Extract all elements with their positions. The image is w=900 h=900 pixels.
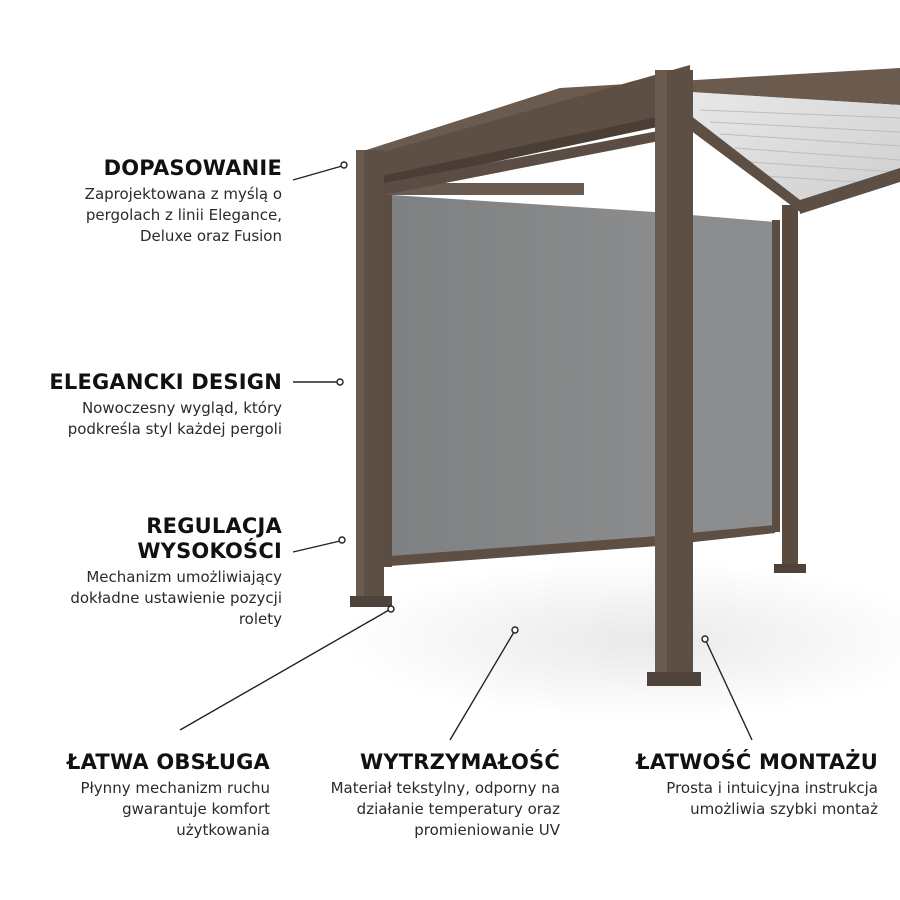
feature-wytrzymalosc xyxy=(270,750,560,841)
callout-line-dopasowanie xyxy=(293,166,342,180)
feature-description: Nowoczesny wygląd, który podkreśla styl każdej pergoli xyxy=(67,399,282,438)
feature-title: ŁATWOŚĆ MONTAŻU xyxy=(636,750,878,774)
callout-dot-obsluga xyxy=(388,606,394,612)
feature-title: WYTRZYMAŁOŚĆ xyxy=(360,750,560,774)
feature-obsluga xyxy=(0,750,270,841)
callout-dot-regulacja xyxy=(339,537,345,543)
callout-dot-wytrzymalosc xyxy=(512,627,518,633)
back-right-post xyxy=(782,205,798,570)
feature-title: DOPASOWANIE xyxy=(103,156,282,180)
feature-title: ŁATWA OBSŁUGA xyxy=(66,750,270,774)
feature-description: Mechanizm umożliwiający dokładne ustawienie pozycji rolety xyxy=(70,568,282,628)
ground-shadow xyxy=(340,560,900,720)
feature-title: REGULACJA WYSOKOŚCI xyxy=(137,514,282,563)
feature-description: Prosta i intuicyjna instrukcja umożliwia szybki montaż xyxy=(666,779,878,818)
callout-line-regulacja xyxy=(293,541,340,552)
feature-description: Materiał tekstylny, odporny na działanie temperatury oraz promieniowanie UV xyxy=(330,779,560,839)
callout-dot-montaz xyxy=(702,636,708,642)
feature-title: ELEGANCKI DESIGN xyxy=(49,370,282,394)
callout-dot-design xyxy=(337,379,343,385)
screen-fabric xyxy=(392,195,655,560)
feature-montaz xyxy=(588,750,878,820)
feature-description: Zaprojektowana z myślą o pergolach z linii Elegance, Deluxe oraz Fusion xyxy=(84,185,282,245)
feature-description: Płynny mechanizm ruchu gwarantuje komfort użytkowania xyxy=(80,779,270,839)
feature-dopasowanie xyxy=(0,156,282,247)
feature-design xyxy=(0,370,282,440)
callout-dot-dopasowanie xyxy=(341,162,347,168)
feature-regulacja xyxy=(0,514,282,630)
